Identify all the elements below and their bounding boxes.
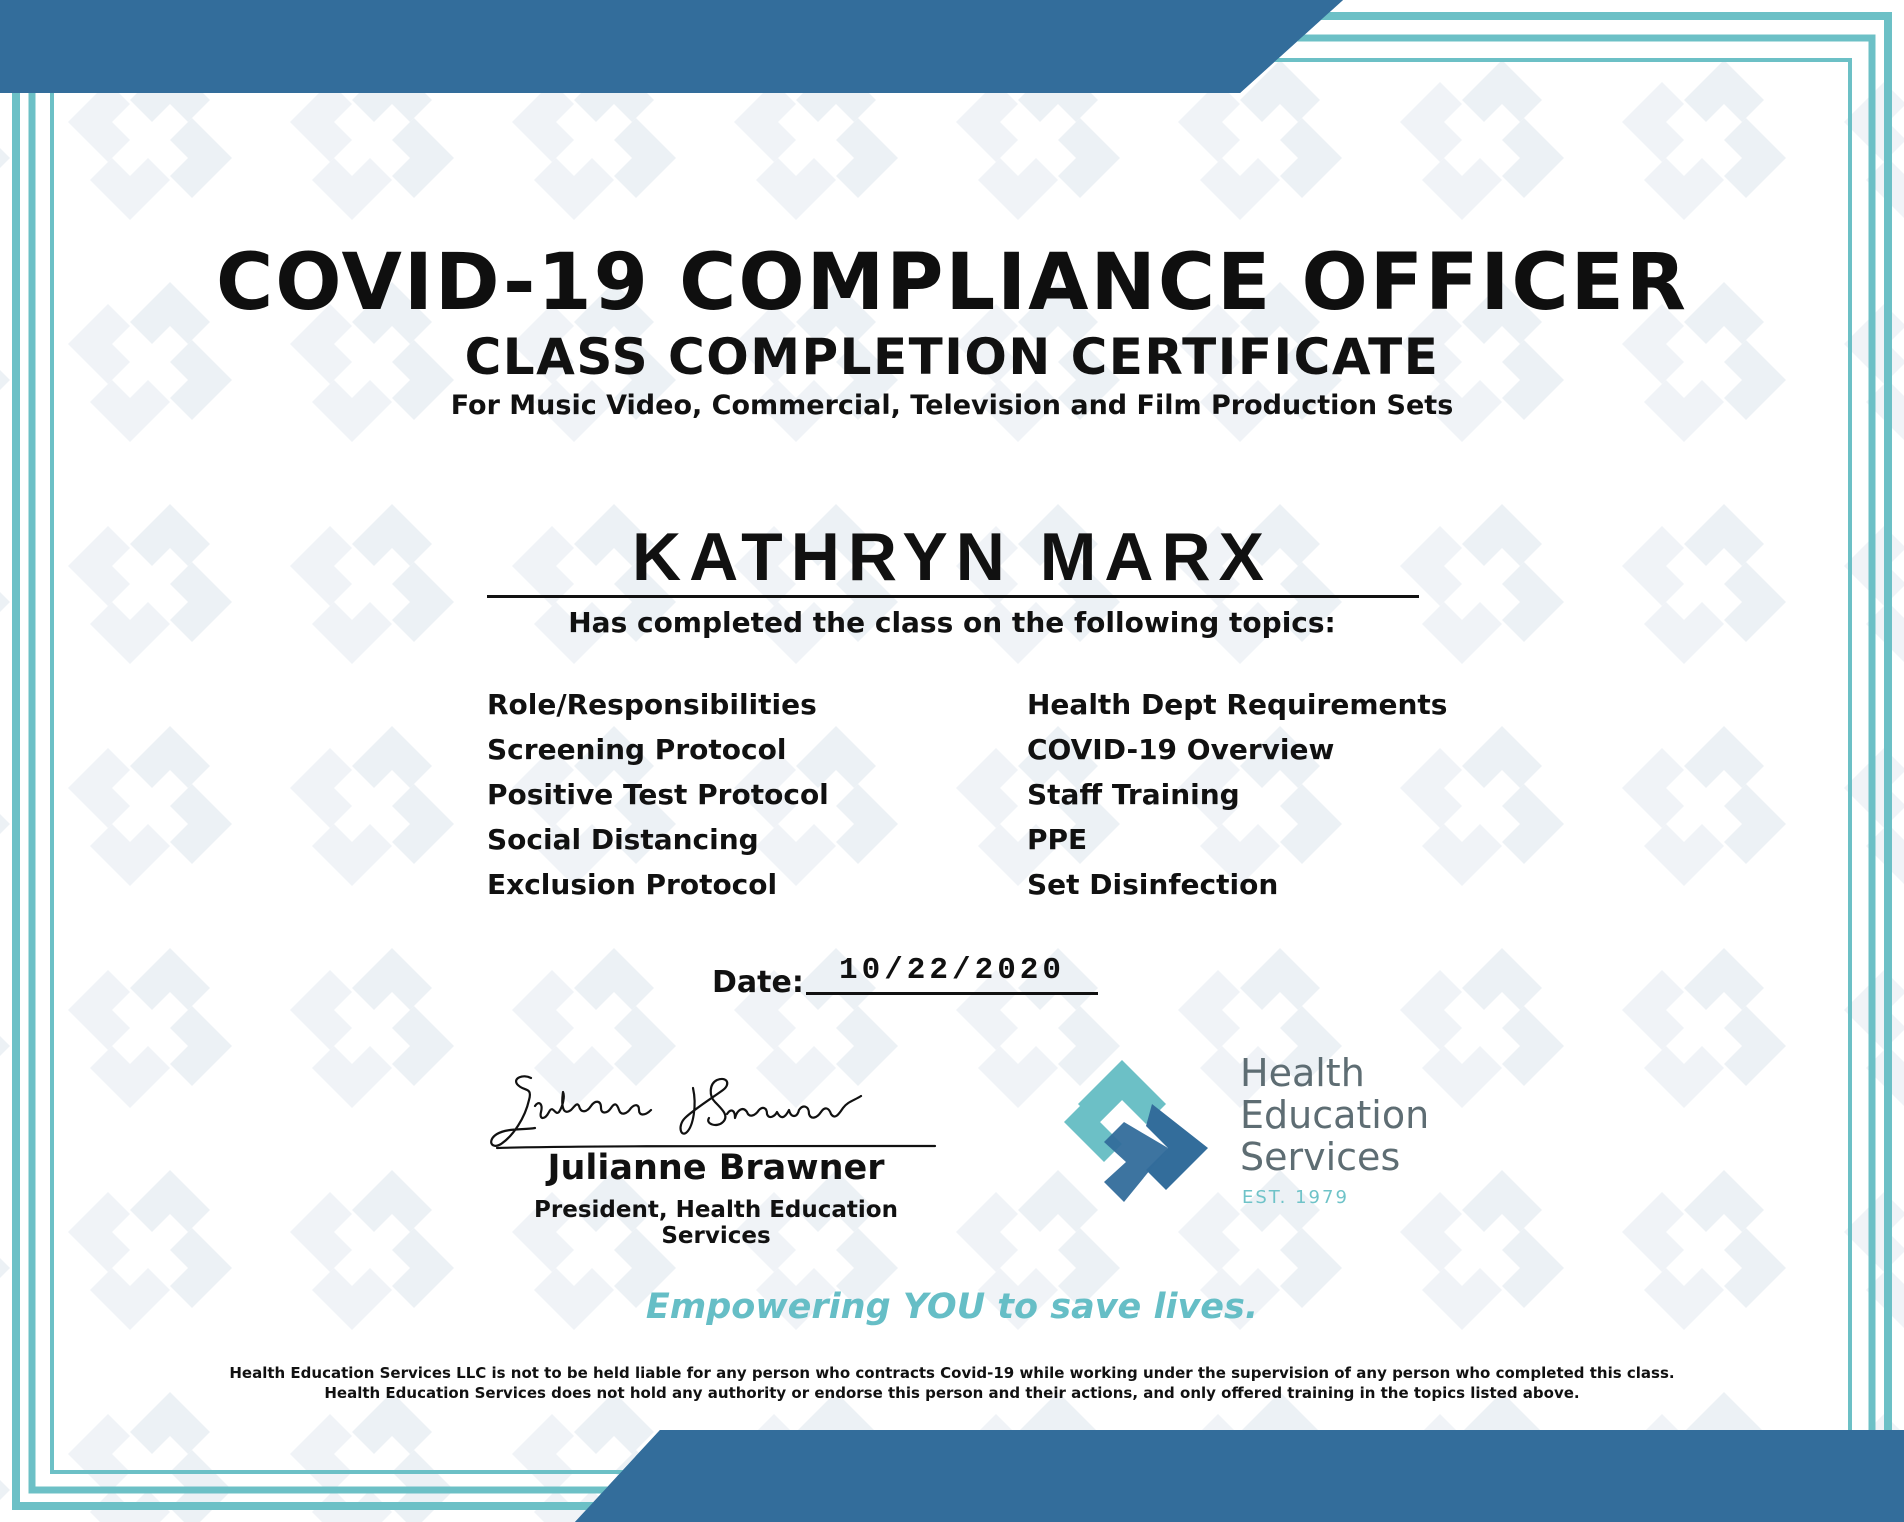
recipient-name: KATHRYN MARX: [632, 519, 1272, 595]
health-education-services-logo-icon: [1060, 1056, 1215, 1206]
certificate-subtitle: CLASS COMPLETION CERTIFICATE: [464, 328, 1440, 386]
disclaimer: [0, 1363, 1904, 1403]
topic-item: Set Disinfection: [1027, 868, 1279, 901]
topic-item: Positive Test Protocol: [487, 778, 829, 811]
topic-item: COVID-19 Overview: [1027, 733, 1335, 766]
date-underline: [806, 992, 1098, 995]
logo-established: EST. 1979: [1242, 1187, 1349, 1208]
date-value: 10/22/2020: [838, 953, 1066, 988]
motto: Empowering YOU to save lives.: [645, 1287, 1259, 1327]
topic-item: Role/Responsibilities: [487, 688, 817, 721]
certificate-tagline: For Music Video, Commercial, Television and Film Production Sets: [450, 390, 1454, 421]
topic-item: Health Dept Requirements: [1027, 688, 1448, 721]
topic-item: Exclusion Protocol: [487, 868, 778, 901]
logo-wordmark: [1240, 1052, 1429, 1178]
topics-left-column: [487, 682, 829, 907]
logo-line-education: Education: [1240, 1093, 1430, 1137]
topics-right-column: [1027, 682, 1447, 907]
logo-line-health: Health: [1240, 1051, 1365, 1095]
signer-title: President, Health Education Services: [534, 1197, 898, 1249]
topic-item: Social Distancing: [487, 823, 759, 856]
recipient-name-underline: [487, 595, 1419, 598]
topic-item: Staff Training: [1027, 778, 1240, 811]
disclaimer-line: Health Education Services does not hold any authority or endorse this person and their actions, and only offered training in the topics listed above.: [324, 1384, 1580, 1402]
disclaimer-line: Health Education Services LLC is not to be held liable for any person who contracts Covid-19 while working under the supervision of any person who completed this class.: [229, 1364, 1675, 1382]
topic-item: Screening Protocol: [487, 733, 787, 766]
completion-statement: Has completed the class on the following topics:: [568, 606, 1336, 639]
certificate-title: COVID-19 COMPLIANCE OFFICER: [216, 238, 1688, 328]
topic-item: PPE: [1027, 823, 1088, 856]
date-label: Date:: [712, 965, 804, 1000]
signer-name: Julianne Brawner: [547, 1148, 885, 1188]
logo-line-services: Services: [1240, 1135, 1401, 1179]
